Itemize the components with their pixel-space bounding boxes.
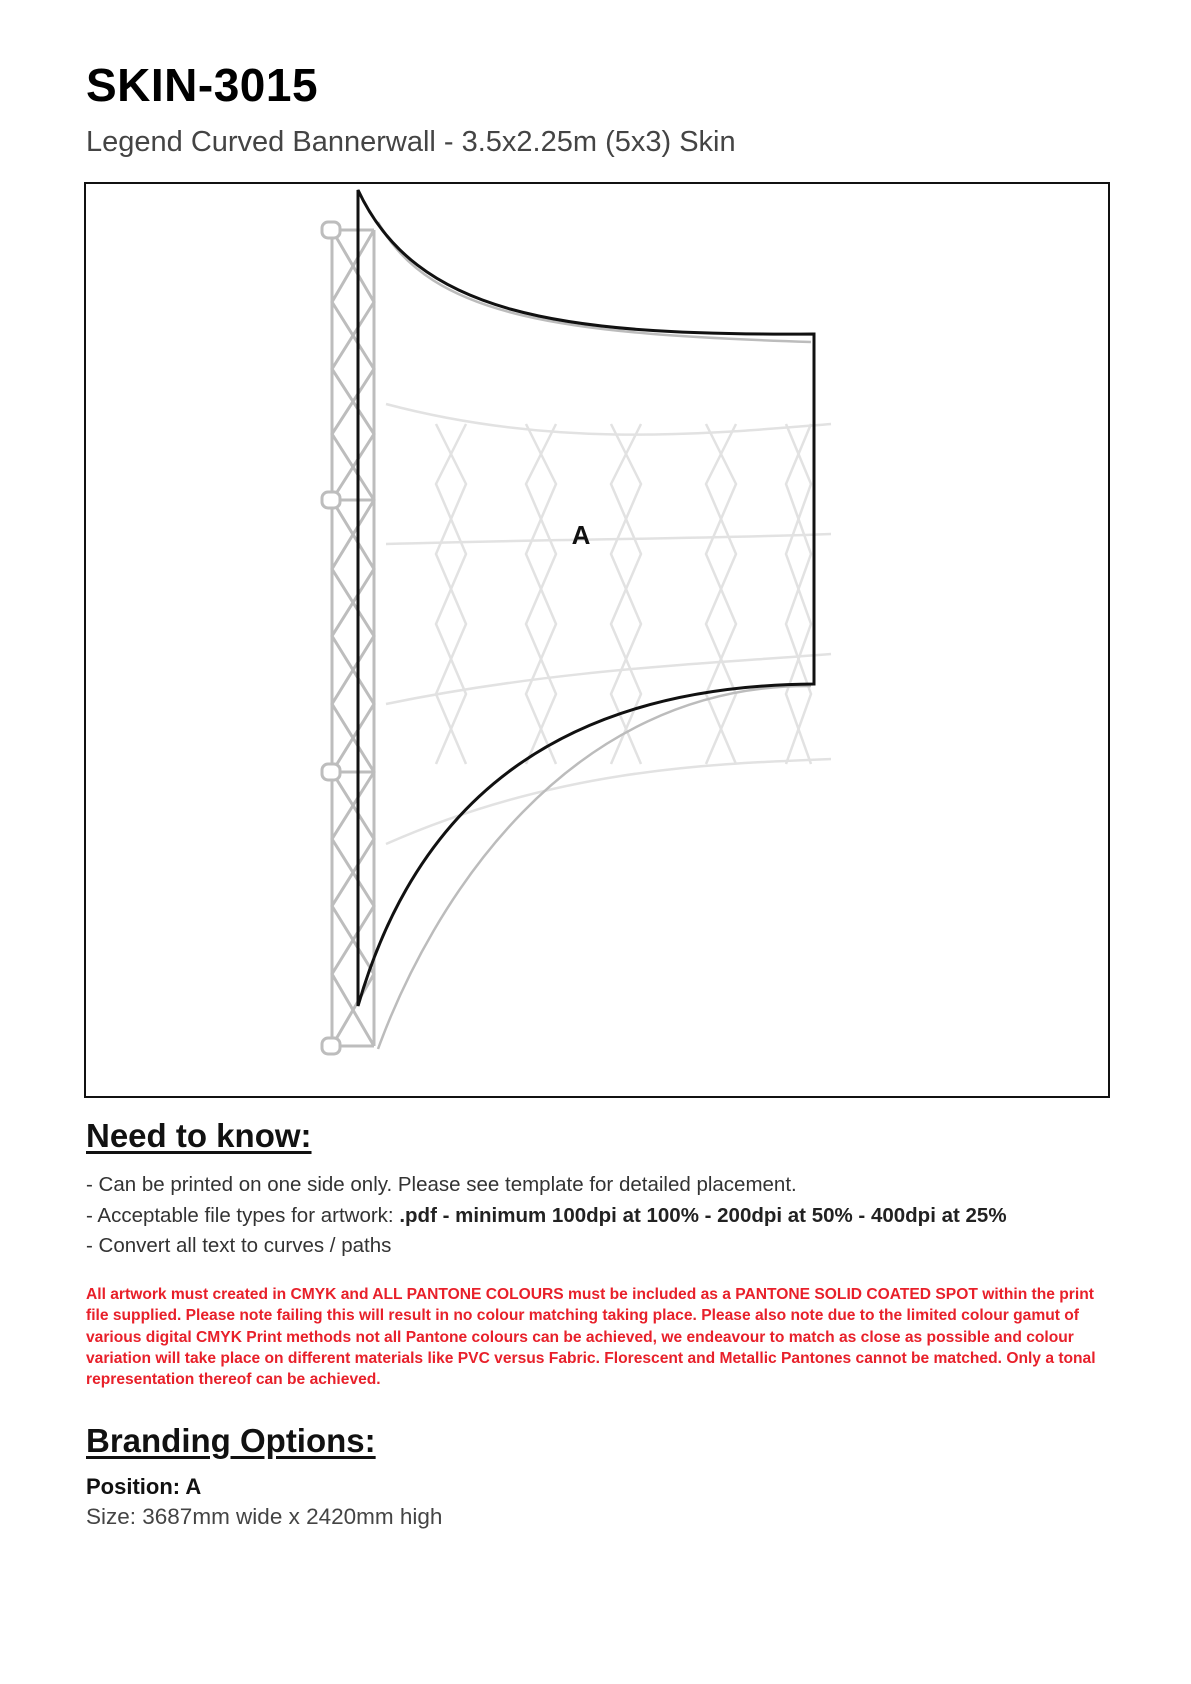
position-marker-a: A	[571, 520, 591, 550]
position-label: Position: A	[86, 1474, 202, 1499]
list-item: - Can be printed on one side only. Please see template for detailed placement.	[86, 1173, 797, 1196]
colour-warning: All artwork must created in CMYK and ALL PANTONE COLOURS must be included as a PANTONE SOLID COATED SPOT within the print file supplied. Please note failing this will result in no colour matching taking place. Please also note due to the limited colour gamut of various digital CMYK Print methods not all Pantone colours can be achieved, we endeavour to match as close as possible and colour variation will take place on different materials like PVC versus Fabric. Florescent and Metallic Pantones cannot be matched. Only a tonal representation thereof can be achieved.	[86, 1286, 1096, 1389]
pop-up-frame-icon	[322, 222, 374, 1054]
list-item: - Convert all text to curves / paths	[86, 1234, 392, 1257]
list-item: - Acceptable file types for artwork: .pdf - minimum 100dpi at 100% - 200dpi at 50% - 400dpi at 25%	[86, 1203, 1007, 1227]
need-to-know-heading: Need to know:	[86, 1117, 312, 1154]
need-to-know-list	[86, 1170, 1007, 1262]
skin-outline	[358, 190, 814, 1006]
product-subtitle: Legend Curved Bannerwall - 3.5x2.25m (5x3) Skin	[86, 126, 736, 158]
product-diagram	[84, 182, 1110, 1098]
product-code: SKIN-3015	[86, 59, 319, 111]
bannerwall-drawing	[86, 184, 1108, 1096]
branding-options-heading: Branding Options:	[86, 1422, 376, 1459]
position-size: Size: 3687mm wide x 2420mm high	[86, 1504, 443, 1529]
